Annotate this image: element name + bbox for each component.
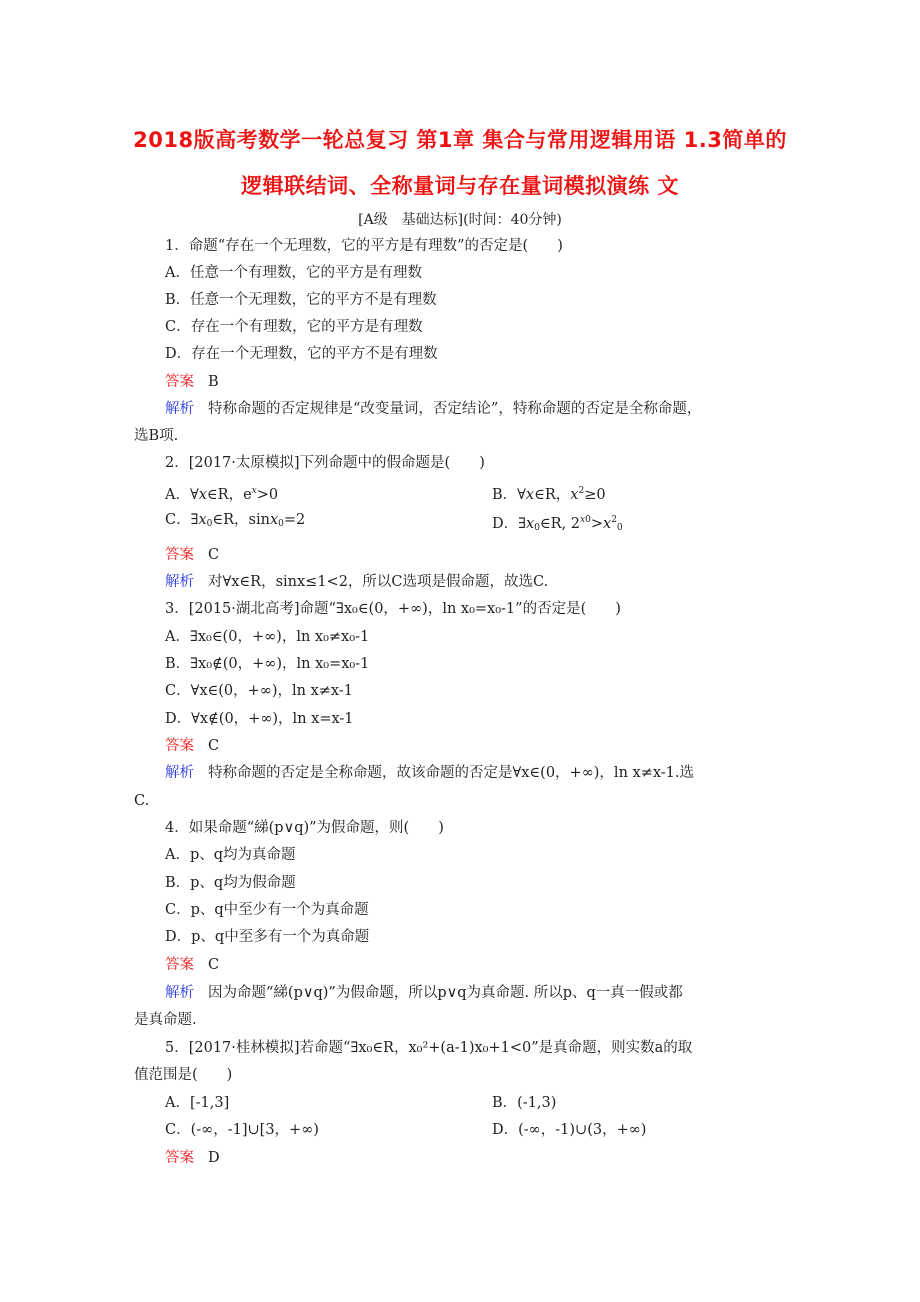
question-5-answer bbox=[165, 1148, 220, 1168]
question-1-explanation-cont: 选B项. bbox=[134, 428, 179, 444]
question-5-option-d: D．(-∞，-1)∪(3，+∞) bbox=[492, 1122, 647, 1138]
question-2-option-b: B．∀x∈R，$x^2\ge 0$ bbox=[492, 486, 606, 503]
question-3-stem: 3．[2015·湖北高考]命题“∃x₀∈(0，+∞)，ln x₀=x₀-1”的否定是( ) bbox=[165, 601, 621, 617]
answer-value: B bbox=[208, 374, 219, 390]
section-subtitle: [A级 基础达标](时间：40分钟) bbox=[358, 212, 562, 228]
question-2-stem: 2．[2017·太原模拟]下列命题中的假命题是( ) bbox=[165, 455, 485, 471]
document-title-line-1: 2018版高考数学一轮总复习 第1章 集合与常用逻辑用语 1.3简单的 bbox=[133, 128, 787, 152]
question-3-option-d: D．∀x∉(0，+∞)，ln x=x-1 bbox=[165, 711, 354, 727]
question-2-explanation bbox=[165, 572, 548, 592]
answer-label: 答案 bbox=[165, 957, 194, 973]
question-1-option-c: C．存在一个有理数，它的平方是有理数 bbox=[165, 319, 423, 335]
question-5-stem-cont: 值范围是( ) bbox=[134, 1067, 233, 1083]
explanation-label: 解析 bbox=[165, 985, 194, 1001]
explanation-text: 特称命题的否定是全称命题，故该命题的否定是∀x∈(0，+∞)，ln x≠x-1.选 bbox=[208, 765, 694, 781]
question-5-option-c: C．(-∞，-1]∪[3，+∞) bbox=[165, 1122, 319, 1138]
explanation-text: 对∀x∈R，sinx≤1<2，所以C选项是假命题，故选C. bbox=[208, 574, 549, 590]
question-3-option-b: B．∃x₀∉(0，+∞)，ln x₀=x₀-1 bbox=[165, 656, 370, 672]
question-4-option-d: D．p、q中至多有一个为真命题 bbox=[165, 929, 370, 945]
question-4-option-b: B．p、q均为假命题 bbox=[165, 875, 296, 891]
answer-label: 答案 bbox=[165, 738, 194, 754]
question-4-stem: 4．如果命题“綈(p∨q)”为假命题，则( ) bbox=[165, 820, 444, 836]
answer-value: C bbox=[208, 957, 220, 973]
question-2-option-c: C．$\exists x_0\in R$，sinx$_0$=2 bbox=[165, 512, 306, 529]
question-5-stem: 5．[2017·桂林模拟]若命题“∃x₀∈R，x₀²+(a-1)x₀+1<0”是真命题，则实数a的取 bbox=[165, 1040, 693, 1056]
question-3-option-a: A．∃x₀∈(0，+∞)，ln x₀≠x₀-1 bbox=[165, 629, 370, 645]
explanation-text: 因为命题“綈(p∨q)”为假命题，所以p∨q为真命题. 所以p、q一真一假或都 bbox=[208, 985, 683, 1001]
answer-value: C bbox=[208, 547, 220, 563]
question-1-stem: 1．命题“存在一个无理数，它的平方是有理数”的否定是( ) bbox=[165, 238, 563, 254]
question-1-answer bbox=[165, 372, 219, 392]
question-2-option-d: D．$\exists x_0\in R$, $2^{x0}>x^2_0$ bbox=[492, 515, 623, 533]
question-4-option-c: C．p、q中至少有一个为真命题 bbox=[165, 902, 369, 918]
question-1-option-b: B．任意一个无理数，它的平方不是有理数 bbox=[165, 292, 437, 308]
question-2-option-a: A．∀x∈R，$e^x>0$ bbox=[165, 486, 279, 503]
question-4-explanation bbox=[165, 983, 683, 1003]
question-4-option-a: A．p、q均为真命题 bbox=[165, 847, 296, 863]
answer-value: C bbox=[208, 738, 220, 754]
question-1-explanation bbox=[165, 399, 701, 419]
explanation-text: 特称命题的否定规律是“改变量词，否定结论”，特称命题的否定是全称命题， bbox=[208, 401, 702, 417]
answer-label: 答案 bbox=[165, 1150, 194, 1166]
question-3-explanation-cont: C. bbox=[134, 793, 150, 809]
question-1-option-a: A．任意一个有理数，它的平方是有理数 bbox=[165, 265, 422, 281]
question-1-option-d: D．存在一个无理数，它的平方不是有理数 bbox=[165, 346, 438, 362]
answer-value: D bbox=[208, 1150, 220, 1166]
question-4-explanation-cont: 是真命题. bbox=[134, 1012, 197, 1028]
answer-label: 答案 bbox=[165, 547, 194, 563]
question-2-answer bbox=[165, 545, 219, 565]
question-3-explanation bbox=[165, 763, 694, 783]
question-5-option-a: A．[-1,3] bbox=[165, 1095, 230, 1111]
answer-label: 答案 bbox=[165, 374, 194, 390]
document-title-line-2: 逻辑联结词、全称量词与存在量词模拟演练 文 bbox=[241, 174, 679, 198]
explanation-label: 解析 bbox=[165, 765, 194, 781]
question-4-answer bbox=[165, 955, 219, 975]
question-3-answer bbox=[165, 736, 219, 756]
question-5-option-b: B．(-1,3) bbox=[492, 1095, 557, 1111]
explanation-label: 解析 bbox=[165, 574, 194, 590]
explanation-label: 解析 bbox=[165, 401, 194, 417]
question-3-option-c: C．∀x∈(0，+∞)，ln x≠x-1 bbox=[165, 683, 353, 699]
